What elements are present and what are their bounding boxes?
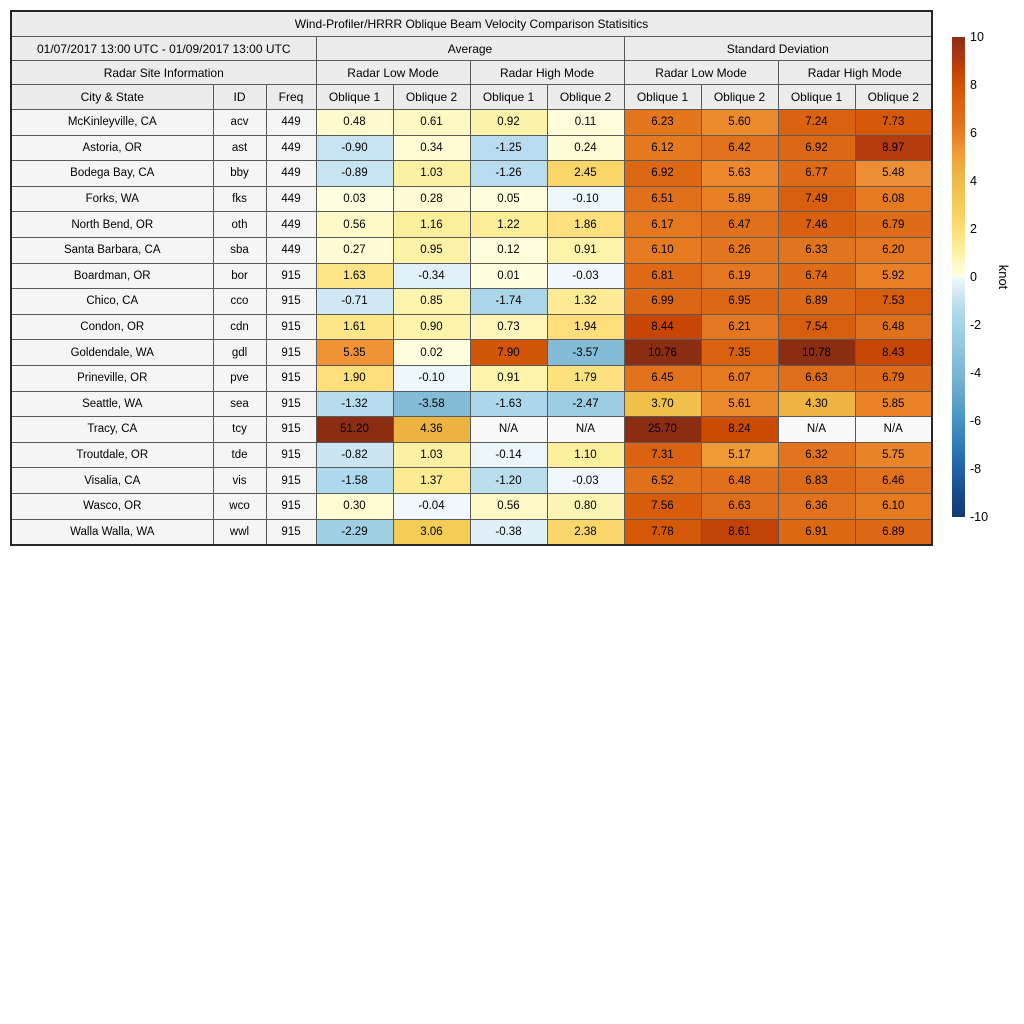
colorbar-tick-label: -10 (970, 509, 989, 524)
value-cell: 7.90 (470, 340, 547, 366)
table-row (11, 212, 932, 238)
value-cell: -0.03 (547, 263, 624, 289)
value-cell: 3.06 (393, 519, 470, 545)
colorbar-gradient (952, 37, 965, 517)
value-cell: 5.48 (855, 161, 932, 187)
value-cell: -1.32 (316, 391, 393, 417)
value-cell: -0.82 (316, 442, 393, 468)
value-cell: 6.92 (778, 135, 855, 161)
site-id-cell: cco (213, 289, 266, 315)
value-cell: 6.92 (624, 161, 701, 187)
value-cell: 0.48 (316, 110, 393, 136)
value-cell: -1.25 (470, 135, 547, 161)
group-header-row (11, 37, 932, 61)
value-cell: 0.12 (470, 237, 547, 263)
value-cell: 0.61 (393, 110, 470, 136)
title-row (11, 11, 932, 37)
value-cell: 7.73 (855, 110, 932, 136)
value-cell: 6.33 (778, 237, 855, 263)
value-cell: 6.12 (624, 135, 701, 161)
column-header-row (11, 85, 932, 110)
value-cell: -1.63 (470, 391, 547, 417)
city-state-cell: Bodega Bay, CA (11, 161, 213, 187)
value-cell: -0.71 (316, 289, 393, 315)
value-cell: 6.20 (855, 237, 932, 263)
col-header-oblique1: Oblique 1 (470, 85, 547, 110)
site-info-header: Radar Site Information (11, 61, 316, 85)
value-cell: 6.36 (778, 493, 855, 519)
value-cell: 5.17 (701, 442, 778, 468)
value-cell: N/A (547, 417, 624, 443)
table-row (11, 314, 932, 340)
value-cell: 0.11 (547, 110, 624, 136)
value-cell: -0.34 (393, 263, 470, 289)
site-id-cell: pve (213, 365, 266, 391)
site-id-cell: gdl (213, 340, 266, 366)
value-cell: 10.76 (624, 340, 701, 366)
table-row (11, 186, 932, 212)
value-cell: 7.49 (778, 186, 855, 212)
value-cell: N/A (778, 417, 855, 443)
value-cell: 7.24 (778, 110, 855, 136)
value-cell: 6.95 (701, 289, 778, 315)
statistics-figure (10, 10, 1011, 546)
value-cell: 0.80 (547, 493, 624, 519)
city-state-cell: North Bend, OR (11, 212, 213, 238)
value-cell: 10.78 (778, 340, 855, 366)
value-cell: 6.17 (624, 212, 701, 238)
value-cell: 0.91 (470, 365, 547, 391)
value-cell: 5.89 (701, 186, 778, 212)
table-row (11, 263, 932, 289)
site-id-cell: bby (213, 161, 266, 187)
city-state-cell: Wasco, OR (11, 493, 213, 519)
table-row (11, 417, 932, 443)
value-cell: 5.75 (855, 442, 932, 468)
value-cell: 7.35 (701, 340, 778, 366)
col-header-oblique1: Oblique 1 (778, 85, 855, 110)
value-cell: 0.03 (316, 186, 393, 212)
colorbar (952, 29, 1024, 524)
value-cell: 6.46 (855, 468, 932, 494)
freq-cell: 915 (266, 263, 316, 289)
site-id-cell: tde (213, 442, 266, 468)
mode-header-std-high: Radar High Mode (778, 61, 932, 85)
freq-cell: 915 (266, 442, 316, 468)
group-header-standard-deviation: Standard Deviation (624, 37, 932, 61)
value-cell: 6.32 (778, 442, 855, 468)
value-cell: -0.10 (393, 365, 470, 391)
city-state-cell: Visalia, CA (11, 468, 213, 494)
col-header-freq: Freq (266, 85, 316, 110)
city-state-cell: Forks, WA (11, 186, 213, 212)
value-cell: 6.63 (778, 365, 855, 391)
site-id-cell: ast (213, 135, 266, 161)
value-cell: -0.38 (470, 519, 547, 545)
value-cell: 6.52 (624, 468, 701, 494)
site-id-cell: tcy (213, 417, 266, 443)
value-cell: -1.74 (470, 289, 547, 315)
city-state-cell: Troutdale, OR (11, 442, 213, 468)
value-cell: -3.57 (547, 340, 624, 366)
mode-header-row (11, 61, 932, 85)
value-cell: 6.79 (855, 212, 932, 238)
value-cell: 6.21 (701, 314, 778, 340)
city-state-cell: Condon, OR (11, 314, 213, 340)
col-header-oblique1: Oblique 1 (316, 85, 393, 110)
table-row (11, 442, 932, 468)
value-cell: 0.02 (393, 340, 470, 366)
value-cell: 6.79 (855, 365, 932, 391)
table-title: Wind-Profiler/HRRR Oblique Beam Velocity Comparison Statisitics (11, 11, 932, 37)
value-cell: 2.45 (547, 161, 624, 187)
mode-header-avg-low: Radar Low Mode (316, 61, 470, 85)
colorbar-tick-label: -2 (970, 317, 982, 332)
city-state-cell: McKinleyville, CA (11, 110, 213, 136)
value-cell: 0.01 (470, 263, 547, 289)
value-cell: -1.58 (316, 468, 393, 494)
value-cell: 1.10 (547, 442, 624, 468)
city-state-cell: Chico, CA (11, 289, 213, 315)
value-cell: 8.44 (624, 314, 701, 340)
value-cell: -0.14 (470, 442, 547, 468)
value-cell: 0.28 (393, 186, 470, 212)
value-cell: 7.54 (778, 314, 855, 340)
freq-cell: 915 (266, 391, 316, 417)
freq-cell: 915 (266, 289, 316, 315)
value-cell: 7.56 (624, 493, 701, 519)
col-header-oblique1: Oblique 1 (624, 85, 701, 110)
value-cell: 6.23 (624, 110, 701, 136)
value-cell: 1.03 (393, 161, 470, 187)
value-cell: 0.34 (393, 135, 470, 161)
site-id-cell: cdn (213, 314, 266, 340)
site-id-cell: acv (213, 110, 266, 136)
table-row (11, 237, 932, 263)
colorbar-tick-label: 4 (970, 173, 977, 188)
value-cell: 0.56 (316, 212, 393, 238)
value-cell: 6.10 (624, 237, 701, 263)
value-cell: 0.90 (393, 314, 470, 340)
value-cell: 6.10 (855, 493, 932, 519)
value-cell: 0.56 (470, 493, 547, 519)
table-row (11, 161, 932, 187)
value-cell: 6.91 (778, 519, 855, 545)
freq-cell: 449 (266, 212, 316, 238)
value-cell: 1.37 (393, 468, 470, 494)
freq-cell: 449 (266, 161, 316, 187)
value-cell: 6.89 (778, 289, 855, 315)
value-cell: 6.81 (624, 263, 701, 289)
site-id-cell: bor (213, 263, 266, 289)
value-cell: 7.46 (778, 212, 855, 238)
value-cell: 5.35 (316, 340, 393, 366)
value-cell: 6.89 (855, 519, 932, 545)
value-cell: -0.03 (547, 468, 624, 494)
col-header-oblique2: Oblique 2 (393, 85, 470, 110)
value-cell: -2.47 (547, 391, 624, 417)
value-cell: 5.61 (701, 391, 778, 417)
table-row (11, 289, 932, 315)
value-cell: -0.04 (393, 493, 470, 519)
value-cell: 0.92 (470, 110, 547, 136)
col-header-id: ID (213, 85, 266, 110)
value-cell: 0.30 (316, 493, 393, 519)
table-row (11, 110, 932, 136)
city-state-cell: Seattle, WA (11, 391, 213, 417)
city-state-cell: Goldendale, WA (11, 340, 213, 366)
colorbar-tick-label: -6 (970, 413, 982, 428)
value-cell: -3.58 (393, 391, 470, 417)
freq-cell: 449 (266, 135, 316, 161)
value-cell: 6.99 (624, 289, 701, 315)
colorbar-tick-label: 2 (970, 221, 977, 236)
freq-cell: 449 (266, 110, 316, 136)
value-cell: 7.53 (855, 289, 932, 315)
period-label: 01/07/2017 13:00 UTC - 01/09/2017 13:00 UTC (11, 37, 316, 61)
mode-header-std-low: Radar Low Mode (624, 61, 778, 85)
freq-cell: 915 (266, 417, 316, 443)
value-cell: 0.91 (547, 237, 624, 263)
value-cell: 6.42 (701, 135, 778, 161)
value-cell: 6.08 (855, 186, 932, 212)
city-state-cell: Astoria, OR (11, 135, 213, 161)
value-cell: 6.77 (778, 161, 855, 187)
value-cell: -0.89 (316, 161, 393, 187)
site-id-cell: sea (213, 391, 266, 417)
value-cell: 25.70 (624, 417, 701, 443)
colorbar-unit-label: knot (996, 264, 1011, 290)
col-header-city-state: City & State (11, 85, 213, 110)
city-state-cell: Santa Barbara, CA (11, 237, 213, 263)
value-cell: 0.95 (393, 237, 470, 263)
col-header-oblique2: Oblique 2 (701, 85, 778, 110)
site-id-cell: wco (213, 493, 266, 519)
value-cell: 6.26 (701, 237, 778, 263)
table-row (11, 365, 932, 391)
value-cell: 6.07 (701, 365, 778, 391)
value-cell: 1.63 (316, 263, 393, 289)
freq-cell: 915 (266, 519, 316, 545)
colorbar-tick-label: 10 (970, 29, 984, 44)
value-cell: 6.51 (624, 186, 701, 212)
value-cell: -1.20 (470, 468, 547, 494)
city-state-cell: Prineville, OR (11, 365, 213, 391)
mode-header-avg-high: Radar High Mode (470, 61, 624, 85)
table-row (11, 135, 932, 161)
stats-table (10, 10, 933, 546)
table-body (11, 110, 932, 546)
value-cell: -0.90 (316, 135, 393, 161)
freq-cell: 915 (266, 314, 316, 340)
table-row (11, 519, 932, 545)
site-id-cell: fks (213, 186, 266, 212)
value-cell: 1.94 (547, 314, 624, 340)
value-cell: 1.61 (316, 314, 393, 340)
freq-cell: 915 (266, 468, 316, 494)
value-cell: 8.61 (701, 519, 778, 545)
value-cell: 8.24 (701, 417, 778, 443)
colorbar-tick-label: -4 (970, 365, 982, 380)
value-cell: 3.70 (624, 391, 701, 417)
table-row (11, 340, 932, 366)
col-header-oblique2: Oblique 2 (855, 85, 932, 110)
value-cell: 0.27 (316, 237, 393, 263)
value-cell: N/A (470, 417, 547, 443)
group-header-average: Average (316, 37, 624, 61)
value-cell: 7.31 (624, 442, 701, 468)
value-cell: 4.30 (778, 391, 855, 417)
value-cell: 1.90 (316, 365, 393, 391)
value-cell: 6.19 (701, 263, 778, 289)
value-cell: 1.86 (547, 212, 624, 238)
value-cell: 6.83 (778, 468, 855, 494)
value-cell: 5.63 (701, 161, 778, 187)
col-header-oblique2: Oblique 2 (547, 85, 624, 110)
freq-cell: 915 (266, 365, 316, 391)
value-cell: 5.85 (855, 391, 932, 417)
value-cell: N/A (855, 417, 932, 443)
site-id-cell: sba (213, 237, 266, 263)
value-cell: 51.20 (316, 417, 393, 443)
value-cell: 5.92 (855, 263, 932, 289)
value-cell: 0.05 (470, 186, 547, 212)
value-cell: 6.45 (624, 365, 701, 391)
value-cell: 6.63 (701, 493, 778, 519)
value-cell: 2.38 (547, 519, 624, 545)
colorbar-tick-label: 8 (970, 77, 977, 92)
site-id-cell: oth (213, 212, 266, 238)
site-id-cell: vis (213, 468, 266, 494)
value-cell: -2.29 (316, 519, 393, 545)
colorbar-tick-label: 6 (970, 125, 977, 140)
site-id-cell: wwl (213, 519, 266, 545)
table-row (11, 468, 932, 494)
table-row (11, 391, 932, 417)
value-cell: -1.26 (470, 161, 547, 187)
value-cell: 0.24 (547, 135, 624, 161)
value-cell: 1.22 (470, 212, 547, 238)
freq-cell: 915 (266, 493, 316, 519)
value-cell: 8.97 (855, 135, 932, 161)
value-cell: 1.79 (547, 365, 624, 391)
value-cell: 4.36 (393, 417, 470, 443)
freq-cell: 915 (266, 340, 316, 366)
city-state-cell: Walla Walla, WA (11, 519, 213, 545)
colorbar-tick-label: -8 (970, 461, 982, 476)
value-cell: 7.78 (624, 519, 701, 545)
city-state-cell: Tracy, CA (11, 417, 213, 443)
value-cell: 6.48 (855, 314, 932, 340)
value-cell: 6.47 (701, 212, 778, 238)
value-cell: 0.73 (470, 314, 547, 340)
value-cell: 1.16 (393, 212, 470, 238)
value-cell: 6.74 (778, 263, 855, 289)
city-state-cell: Boardman, OR (11, 263, 213, 289)
value-cell: 1.03 (393, 442, 470, 468)
value-cell: 0.85 (393, 289, 470, 315)
value-cell: -0.10 (547, 186, 624, 212)
freq-cell: 449 (266, 237, 316, 263)
table-row (11, 493, 932, 519)
value-cell: 8.43 (855, 340, 932, 366)
freq-cell: 449 (266, 186, 316, 212)
value-cell: 6.48 (701, 468, 778, 494)
value-cell: 1.32 (547, 289, 624, 315)
value-cell: 5.60 (701, 110, 778, 136)
colorbar-tick-label: 0 (970, 269, 977, 284)
